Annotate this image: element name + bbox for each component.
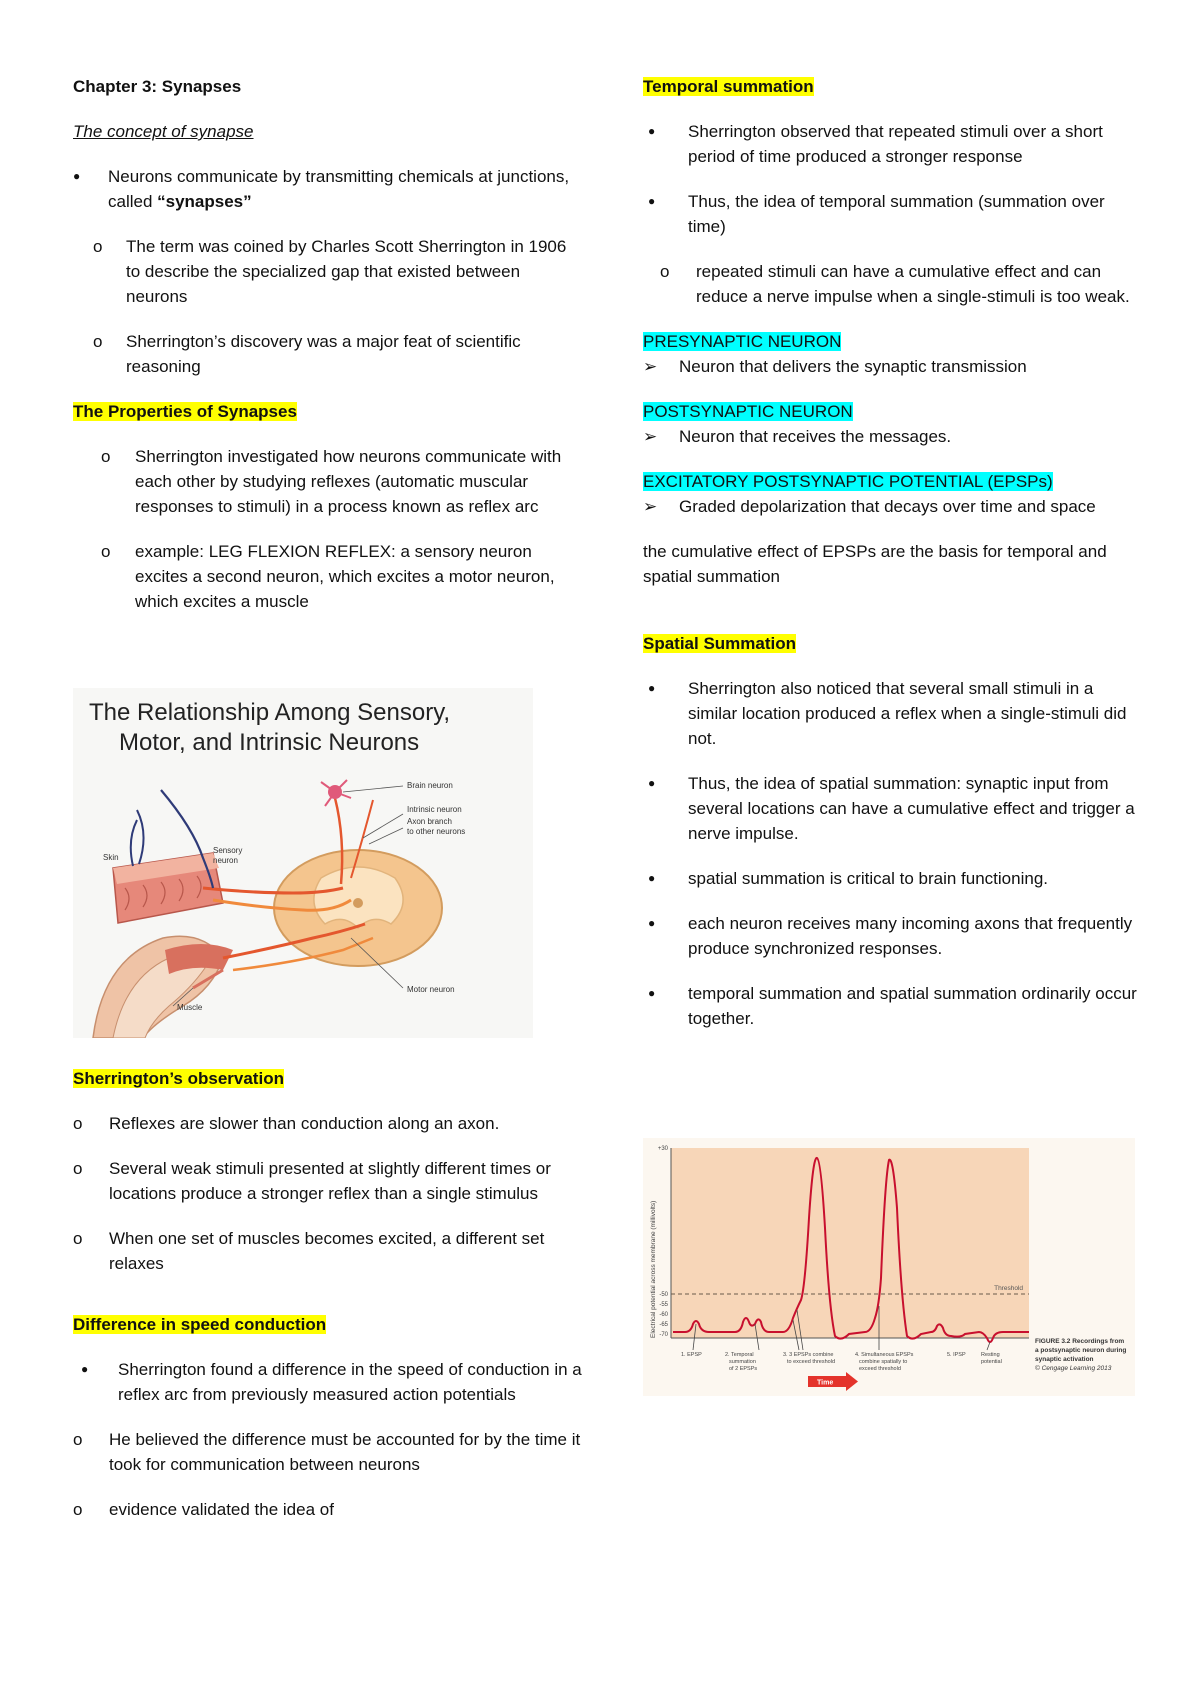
postsynaptic-recording-figure (643, 1138, 1135, 1396)
label-muscle: Muscle (177, 1003, 203, 1012)
y-tick-label: -70 (659, 1332, 668, 1338)
threshold-label: Threshold (994, 1285, 1023, 1292)
list-item: ➢ Graded depolarization that decays over time and space (643, 494, 1143, 519)
list-item: o When one set of muscles becomes excited, a different set relaxes (73, 1226, 585, 1276)
list-item: o The term was coined by Charles Scott Sherrington in 1906 to describe the specialized gap that existed between neurons (73, 234, 585, 309)
label-motor-neuron: Motor neuron (407, 985, 455, 994)
y-tick-label: +30 (657, 1146, 668, 1152)
y-tick-label: -60 (659, 1312, 668, 1318)
bullet-dot: ● (648, 194, 656, 208)
bullet-dot: ● (648, 986, 656, 1000)
label-axon-branch-2: to other neurons (407, 827, 466, 836)
stage-label: of 2 EPSPs (729, 1366, 758, 1372)
figure-credit: © Cengage Learning 2013 (1035, 1365, 1112, 1372)
list-item: ● Sherrington also noticed that several small stimuli in a similar location produced a reflex when a single-stimuli did not. (643, 676, 1143, 751)
list-item: o Sherrington’s discovery was a major feat of scientific reasoning (73, 329, 585, 379)
observation-heading: Sherrington’s observation (73, 1069, 284, 1088)
left-column (73, 74, 585, 614)
presynaptic-heading: PRESYNAPTIC NEURON (643, 332, 842, 351)
epsp-heading: EXCITATORY POSTSYNAPTIC POTENTIAL (EPSPs) (643, 472, 1053, 491)
figure-caption: FIGURE 3.2 Recordings from (1035, 1338, 1125, 1345)
list-item: ● Thus, the idea of spatial summation: synaptic input from several locations can have a cumulative effect and trigger a nerve impulse. (643, 771, 1143, 846)
stage-label: to exceed threshold (787, 1359, 836, 1365)
stage-label: exceed threshold (859, 1366, 901, 1372)
stage-label: 4. Simultaneous EPSPs (855, 1352, 914, 1358)
list-item: ● Sherrington observed that repeated stimuli over a short period of time produced a stronger response (643, 119, 1143, 169)
bullet-arrow: ➢ (643, 427, 658, 446)
list-item: ● Sherrington found a difference in the speed of conduction in a reflex arc from previously measured action potentials (73, 1357, 585, 1407)
list-item: o example: LEG FLEXION REFLEX: a sensory neuron excites a second neuron, which excites a motor neuron, which excites a muscle (73, 539, 585, 614)
spatial-heading: Spatial Summation (643, 634, 797, 653)
label-sensory: Sensory (213, 846, 243, 855)
label-brain-neuron: Brain neuron (407, 781, 453, 790)
chapter-title: Chapter 3: Synapses (73, 77, 242, 96)
bullet-circle: o (101, 447, 111, 466)
y-tick-label: -50 (659, 1292, 668, 1298)
bullet-circle: o (73, 1229, 83, 1248)
figure-caption: synaptic activation (1035, 1356, 1094, 1363)
temporal-heading: Temporal summation (643, 77, 814, 96)
y-axis-label: Electrical potential across membrane (millivolts) (650, 1200, 657, 1338)
list-item: ● each neuron receives many incoming axons that frequently produce synchronized responses. (643, 911, 1143, 961)
speed-heading: Difference in speed conduction (73, 1315, 327, 1334)
label-skin: Skin (103, 853, 119, 862)
label-axon-branch: Axon branch (407, 817, 452, 826)
reflex-arc-figure (73, 688, 533, 1038)
epsp-note: the cumulative effect of EPSPs are the basis for temporal and spatial summation (643, 542, 1107, 586)
list-item: o repeated stimuli can have a cumulative effect and can reduce a nerve impulse when a single-stimuli is too weak. (643, 259, 1143, 309)
stage-label: 5. IPSP (947, 1352, 966, 1358)
bullet-dot: ● (648, 681, 656, 695)
time-label: Time (817, 1379, 834, 1387)
list-item: ● spatial summation is critical to brain functioning. (643, 866, 1143, 891)
spinal-cord-illustration (274, 850, 442, 966)
stage-label: summation (729, 1359, 756, 1365)
list-item: o Reflexes are slower than conduction along an axon. (73, 1111, 585, 1136)
figure-caption: a postsynaptic neuron during (1035, 1347, 1127, 1354)
concept-heading: The concept of synapse (73, 122, 254, 141)
bullet-arrow: ➢ (643, 357, 658, 376)
bullet-circle: o (73, 1114, 83, 1133)
stage-label: 3. 3 EPSPs combine (783, 1352, 834, 1358)
list-item: ● Neurons communicate by transmitting chemicals at junctions, called “synapses” (73, 164, 585, 214)
y-tick-label: -65 (659, 1322, 668, 1328)
label-sensory-2: neuron (213, 856, 238, 865)
bullet-arrow: ➢ (643, 497, 658, 516)
list-item: ➢ Neuron that receives the messages. (643, 424, 1143, 449)
bullet-dot: ● (73, 169, 81, 183)
bullet-circle: o (93, 237, 103, 256)
stage-label: potential (981, 1359, 1002, 1365)
bullet-circle: o (73, 1430, 83, 1449)
bullet-dot: ● (648, 776, 656, 790)
figure-title-line-2: Motor, and Intrinsic Neurons (119, 729, 420, 756)
bullet-circle: o (73, 1159, 83, 1178)
list-item: o evidence validated the idea of (73, 1497, 585, 1522)
properties-heading: The Properties of Synapses (73, 402, 297, 421)
list-item: ➢ Neuron that delivers the synaptic transmission (643, 354, 1143, 379)
plot-area (671, 1148, 1029, 1338)
bullet-dot: ● (648, 124, 656, 138)
list-item: o He believed the difference must be accounted for by the time it took for communication between neurons (73, 1427, 585, 1477)
postsynaptic-heading: POSTSYNAPTIC NEURON (643, 402, 853, 421)
y-tick-label: -55 (659, 1302, 668, 1308)
bullet-dot: ● (648, 916, 656, 930)
stage-label: combine spatially to (859, 1359, 908, 1365)
list-item: o Several weak stimuli presented at slightly different times or locations produce a stronger reflex than a single stimulus (73, 1156, 585, 1206)
bullet-dot: ● (648, 871, 656, 885)
stage-label: 2. Temporal (725, 1352, 754, 1358)
right-column (643, 74, 1143, 1031)
bullet-circle: o (93, 332, 103, 351)
bullet-circle: o (101, 542, 111, 561)
list-item: o Sherrington investigated how neurons communicate with each other by studying reflexes (automatic muscular responses to stimuli) in a process known as reflex arc (73, 444, 585, 519)
list-item: ● temporal summation and spatial summation ordinarily occur together. (643, 981, 1143, 1031)
bullet-circle: o (660, 262, 670, 281)
label-intrinsic-neuron: Intrinsic neuron (407, 805, 462, 814)
left-column-lower (73, 1066, 585, 1522)
bullet-dot: ● (81, 1362, 89, 1376)
bullet-circle: o (73, 1500, 83, 1519)
stage-label: Resting (981, 1352, 1000, 1358)
list-item: ● Thus, the idea of temporal summation (summation over time) (643, 189, 1143, 239)
figure-title-line-1: The Relationship Among Sensory, (89, 699, 451, 726)
stage-label: 1. EPSP (681, 1352, 702, 1358)
